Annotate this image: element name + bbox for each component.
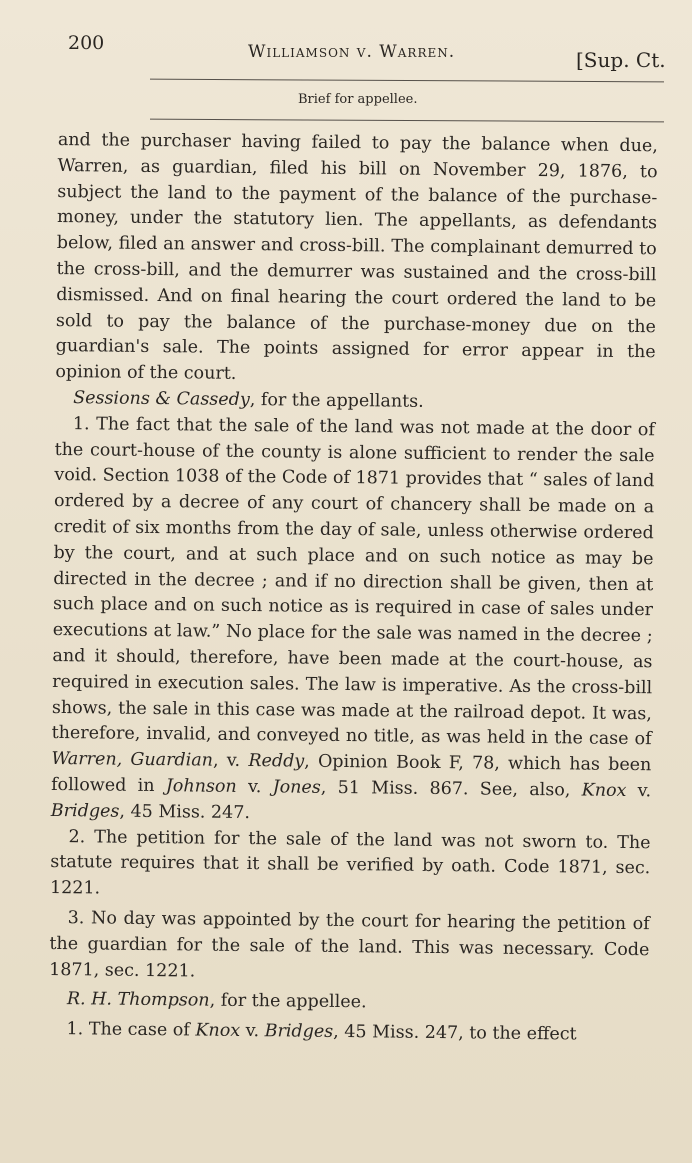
paragraph-point-1	[51, 412, 655, 831]
brief-label: Brief for appellee.	[298, 92, 418, 107]
running-title: Williamson v. Warren.	[248, 42, 456, 62]
case-name: Reddy	[248, 751, 305, 772]
text-segment: v.	[236, 776, 273, 798]
case-name: Bridges	[264, 1021, 334, 1043]
case-name: Warren, Guardian	[51, 749, 214, 771]
header-rule-bottom	[150, 119, 664, 123]
text-segment: , 45 Miss. 247, to the effect	[333, 1022, 577, 1045]
paragraph-facts: and the purchaser having failed to pay the balance when due, Warren, as guardian, filed his bill on November 29, 1876, to subject the land to the payment of the balance of the purchase-money, under the statutory lien. The appellants, as defendants below, filed an answer and cross-bill. The complainant demurred to the cross-bill, and the demurrer was sustained and the cross-bill dismissed. And on final hearing the court ordered the land to be sold to pay the balance of the purchase-money due on the guardian's sale. The points assigned for error appear in the opinion of the court.	[55, 129, 658, 385]
paragraph-appellee-counsel	[49, 987, 649, 1019]
text-segment: , v.	[212, 750, 249, 772]
text-segment: 1. The fact that the sale of the land was not made at the door of the court-house of the county is alone sufficient to render the sale void. Section 1038 of the Code of 1871 provides that “ sales of land ordered by a decree of any court of chancery shall be made on a credit of six months from the day of sale, unless otherwise ordered by the court, and at such place and on such notice as may be directed in the decree ; and if no direction shall be given, then at such place and on such notice as is required in case of sales under executions at law.” No place for the sale was named in the decree ; and it should, therefore, have been made at the court-house, as required in execution sales. The law is imperative. As the cross-bill shows, the sale in this case was made at the railroad depot. It was, therefore, invalid, and conveyed no title, as was held in the case of	[51, 413, 655, 750]
counsel-role: , for the appellee.	[209, 990, 367, 1013]
case-name: Knox	[195, 1020, 241, 1042]
text-segment: , 51 Miss. 867. See, also,	[320, 777, 582, 801]
text-segment: v.	[626, 780, 652, 802]
counsel-name: R. H. Thompson	[66, 989, 210, 1011]
court-abbreviation: [Sup. Ct.	[576, 48, 666, 72]
case-name: Knox	[581, 780, 627, 801]
body-text	[48, 128, 658, 1049]
page-header	[0, 28, 692, 72]
counsel-name: Sessions & Cassedy	[73, 388, 250, 410]
counsel-role: , for the appellants.	[249, 389, 424, 412]
text-segment: v.	[240, 1021, 265, 1042]
paragraph-point-2: 2. The petition for the sale of the land was not sworn to. The statute requires that it shall be verified by oath. Code 1871, sec. 1221.	[49, 826, 651, 899]
text-segment: 1. The case of	[66, 1019, 196, 1041]
page-number: 200	[68, 32, 105, 54]
text-segment: , Opinion Book F, 78, which has been followed in	[51, 751, 652, 797]
case-name: Bridges	[50, 800, 120, 822]
paragraph-appellee-point-1	[48, 1017, 648, 1049]
case-name: Johnson	[165, 776, 237, 797]
case-name: Jones	[272, 777, 321, 798]
paragraph-point-3: 3. No day was appointed by the court for hearing the petition of the guardian for the sale of the land. This was necessary. Code 1871, sec. 1221.	[49, 908, 650, 981]
header-rule-top	[150, 79, 664, 83]
text-segment: , 45 Miss. 247.	[119, 801, 251, 823]
